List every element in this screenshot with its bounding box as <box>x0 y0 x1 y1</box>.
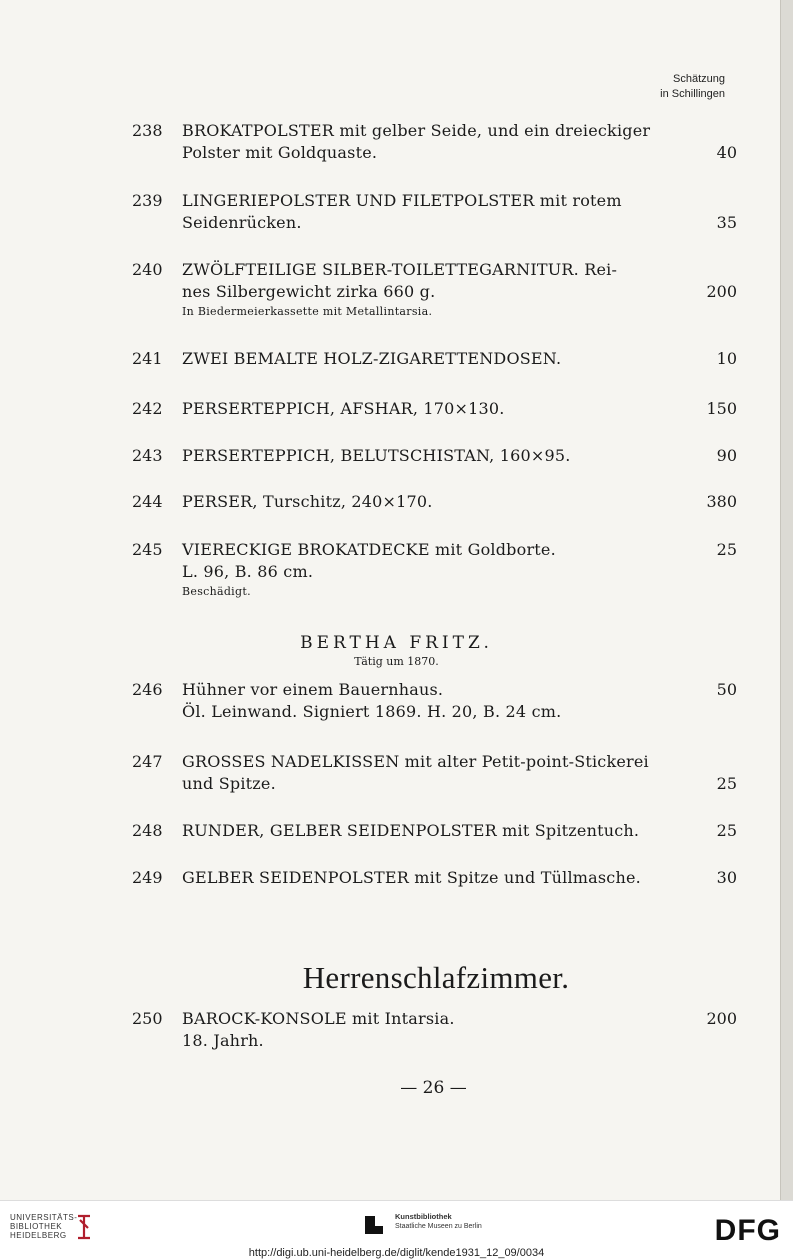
lot-line: LINGERIEPOLSTER UND FILETPOLSTER mit rotem <box>182 191 622 210</box>
lot-description <box>182 820 682 842</box>
lot-line: BAROCK-KONSOLE mit Intarsia. <box>182 1009 455 1028</box>
lot-description <box>182 751 682 795</box>
lot-line: BROKATPOLSTER mit gelber Seide, und ein dreieckiger <box>182 121 651 140</box>
lot-number: 242 <box>132 399 163 418</box>
lot-line: GROSSES NADELKISSEN mit alter Petit-point-Stickerei <box>182 752 649 771</box>
library-name <box>10 1213 77 1240</box>
digitization-footer <box>0 1200 793 1260</box>
lot-price: 30 <box>716 868 737 887</box>
lot-number: 245 <box>132 540 163 559</box>
kunstbibliothek-label <box>395 1212 482 1231</box>
lot-description <box>182 348 682 370</box>
lot-line: 18. Jahrh. <box>182 1031 264 1050</box>
lot-description <box>182 679 682 723</box>
lot-line: ZWÖLFTEILIGE SILBER-TOILETTEGARNITUR. Rei- <box>182 260 618 279</box>
artist-active: Tätig um 1870. <box>354 655 439 668</box>
page-number: — 26 — <box>400 1078 467 1098</box>
lot-number: 249 <box>132 868 163 887</box>
lot-price: 40 <box>716 143 737 162</box>
estimate-header <box>660 72 725 102</box>
lot-number: 239 <box>132 191 163 210</box>
lot-number: 248 <box>132 821 163 840</box>
lot-line: Öl. Leinwand. Signiert 1869. H. 20, B. 24 cm. <box>182 702 562 721</box>
library-name-line: BIBLIOTHEK <box>10 1222 63 1231</box>
kunstbibliothek-logo-icon <box>363 1212 385 1236</box>
lot-price: 25 <box>716 540 737 559</box>
lot-description <box>182 120 682 164</box>
lot-line: VIERECKIGE BROKATDECKE mit Goldborte. <box>182 540 556 559</box>
lot-description <box>182 190 682 234</box>
lot-number: 238 <box>132 121 163 140</box>
lot-number: 247 <box>132 752 163 771</box>
lot-price: 90 <box>716 446 737 465</box>
estimate-header-line1: Schätzung <box>673 73 725 85</box>
lot-number: 243 <box>132 446 163 465</box>
lot-line: PERSERTEPPICH, AFSHAR, 170×130. <box>182 399 505 418</box>
lot-line: PERSER, Turschitz, 240×170. <box>182 492 433 511</box>
section-title: Herrenschlafzimmer. <box>302 960 570 995</box>
lot-price: 380 <box>706 492 737 511</box>
artist-heading <box>0 632 793 670</box>
estimate-header-line2: in Schillingen <box>660 88 725 100</box>
artist-name: BERTHA FRITZ. <box>300 633 493 653</box>
lot-price: 50 <box>716 680 737 699</box>
lot-note: Beschädigt. <box>182 585 251 598</box>
lot-line: nes Silbergewicht zirka 660 g. <box>182 282 436 301</box>
lot-price: 200 <box>706 1009 737 1028</box>
library-name-line: HEIDELBERG <box>10 1231 67 1240</box>
lot-line: ZWEI BEMALTE HOLZ-ZIGARETTENDOSEN. <box>182 349 562 368</box>
lot-price: 35 <box>716 213 737 232</box>
lot-price: 150 <box>706 399 737 418</box>
lot-line: PERSERTEPPICH, BELUTSCHISTAN, 160×95. <box>182 446 571 465</box>
lot-line: Seidenrücken. <box>182 213 302 232</box>
lot-number: 241 <box>132 349 163 368</box>
lot-note: In Biedermeierkassette mit Metallintarsia. <box>182 305 433 318</box>
lot-number: 240 <box>132 260 163 279</box>
lot-price: 10 <box>716 349 737 368</box>
lot-description <box>182 259 682 321</box>
lot-line: Polster mit Goldquaste. <box>182 143 378 162</box>
lot-price: 25 <box>716 774 737 793</box>
kunstbibliothek-subtitle: Staatliche Museen zu Berlin <box>395 1223 482 1230</box>
lot-description <box>182 539 682 601</box>
library-name-line: UNIVERSITÄTS- <box>10 1213 78 1222</box>
lot-number: 250 <box>132 1009 163 1028</box>
lot-description <box>182 867 682 889</box>
lot-description <box>182 1008 682 1052</box>
lot-description <box>182 491 682 513</box>
lot-line: RUNDER, GELBER SEIDENPOLSTER mit Spitzentuch. <box>182 821 640 840</box>
lot-line: L. 96, B. 86 cm. <box>182 562 314 581</box>
dfg-logo: DFG <box>714 1214 781 1247</box>
kunstbibliothek-title: Kunstbibliothek <box>395 1212 452 1221</box>
lot-description <box>182 445 682 467</box>
lot-line: Hühner vor einem Bauernhaus. <box>182 680 444 699</box>
lot-number: 246 <box>132 680 163 699</box>
lot-number: 244 <box>132 492 163 511</box>
page-edge <box>780 0 793 1200</box>
lot-price: 25 <box>716 821 737 840</box>
heidelberg-logo-icon <box>74 1214 94 1240</box>
lot-line: GELBER SEIDENPOLSTER mit Spitze und Tüllmasche. <box>182 868 641 887</box>
lot-line: und Spitze. <box>182 774 276 793</box>
lot-price: 200 <box>706 282 737 301</box>
permalink-url[interactable]: http://digi.ub.uni-heidelberg.de/diglit/kende1931_12_09/0034 <box>248 1247 545 1259</box>
lot-description <box>182 398 682 420</box>
